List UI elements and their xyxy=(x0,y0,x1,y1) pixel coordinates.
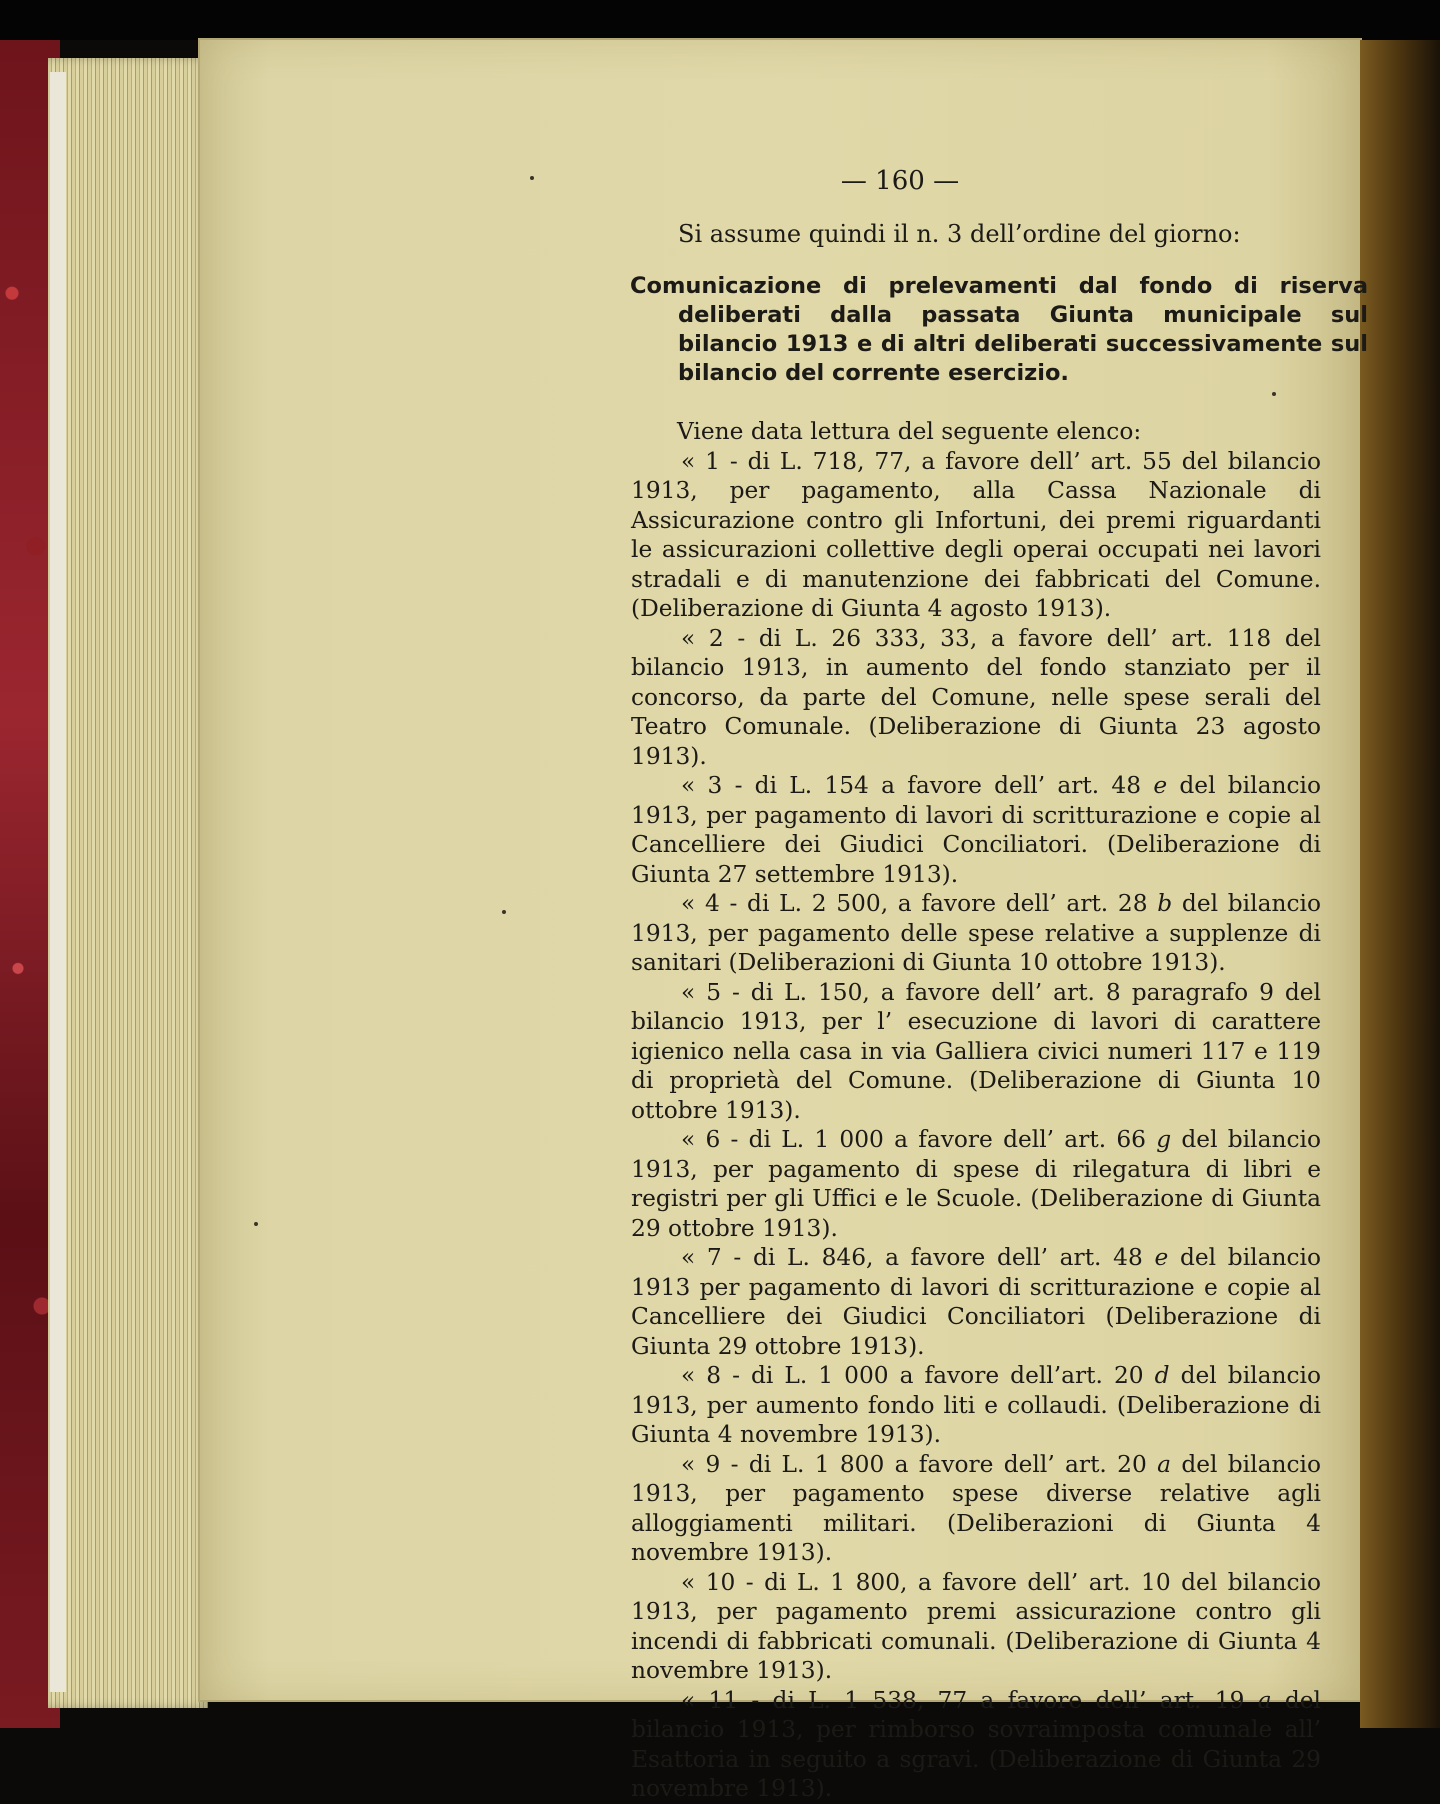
intro-line: Si assume quindi il n. 3 dell’ordine del giorno: xyxy=(678,220,1241,248)
ink-speck xyxy=(502,910,506,914)
ink-speck xyxy=(530,176,534,180)
list-item: « 3 - di L. 154 a favore dell’ art. 48 e del bilancio 1913, per pagamento di lavori di scritturazione e copie al Cancelliere dei Giudici Conciliatori. (Deliberazione di Giunta 27 settembre 1913). xyxy=(631,772,1322,888)
article-letter: e xyxy=(1154,1244,1169,1271)
list-item: « 7 - di L. 846, a favore dell’ art. 48 e del bilancio 1913 per pagamento di lavori di scritturazione e copie al Cancelliere dei Giudici Conciliatori (Deliberazione di Giunta 29 ottobre 1913). xyxy=(631,1244,1322,1360)
page-number: — 160 — xyxy=(840,166,960,196)
lead-line: Viene data lettura del seguente elenco: xyxy=(677,418,1142,445)
list-item: « 9 - di L. 1 800 a favore dell’ art. 20 a del bilancio 1913, per pagamento spese diverse relative agli alloggiamenti militari. (Deliberazioni di Giunta 4 novembre 1913). xyxy=(631,1450,1322,1566)
list-item: « 4 - di L. 2 500, a favore dell’ art. 28 b del bilancio 1913, per pagamento delle spese relative a supplenze di sanitari (Deliberazioni di Giunta 10 ottobre 1913). xyxy=(631,890,1321,976)
list-item: « 1 - di L. 718, 77, a favore dell’ art. 55 del bilancio 1913, per pagamento, alla Cassa Nazionale di Assicurazione contro gli Infortuni, dei premi riguardanti le assicurazioni collettive degli operai occupati nei lavori stradali e di manutenzione dei fabbricati del Comune. (Deliberazione di Giunta 4 agosto 1913). xyxy=(631,447,1321,622)
list-item: « 6 - di L. 1 000 a favore dell’ art. 66 g del bilancio 1913, per pagamento di spese di rilegatura di libri e registri per gli Uffici e le Scuole. (Deliberazione di Giunta 29 ottobre 1913). xyxy=(631,1126,1321,1242)
article-letter: d xyxy=(1154,1362,1170,1389)
list-item: « 10 - di L. 1 800, a favore dell’ art. 10 del bilancio 1913, per pagamento premi assicurazione contro gli incendi di fabbricati comunali. (Deliberazione di Giunta 4 novembre 1913). xyxy=(631,1568,1321,1684)
article-letter: e xyxy=(1153,772,1168,799)
ink-speck xyxy=(1272,392,1276,396)
list-item: « 11 - di L. 1 538, 77 a favore dell’ art. 19 a del bilancio 1913, per rimborso sovraimposta comunale all’ Esattoria in seguito a sgravi. (Deliberazione di Giunta 29 novembre 1913). xyxy=(631,1686,1322,1802)
article-letter: g xyxy=(1156,1126,1172,1153)
article-letter: a xyxy=(1257,1686,1272,1714)
list-item: « 2 - di L. 26 333, 33, a favore dell’ art. 118 del bilancio 1913, in aumento del fondo stanziato per il concorso, da parte del Comune, nelle spese serali del Teatro Comunale. (Deliberazione di Giunta 23 agosto 1913). xyxy=(631,624,1321,770)
article-letter: a xyxy=(1157,1450,1171,1478)
list-item: « 8 - di L. 1 000 a favore dell’art. 20 d del bilancio 1913, per aumento fondo liti e collaudi. (Deliberazione di Giunta 4 novembre 1913). xyxy=(631,1362,1322,1448)
article-letter: b xyxy=(1157,890,1173,917)
ink-speck xyxy=(254,1222,258,1226)
body-text xyxy=(631,417,1321,1804)
list-item: « 5 - di L. 150, a favore dell’ art. 8 paragrafo 9 del bilancio 1913, per l’ esecuzione di lavori di carattere igienico nella casa in via Galliera civici numeri 117 e 119 di proprietà del Comune. (Deliberazione di Giunta 10 ottobre 1913). xyxy=(631,978,1321,1124)
section-heading: Comunicazione di prelevamenti dal fondo di riserva deliberati dalla passata Giunta municipale sul bilancio 1913 e di altri deliberati successivamente sul bilancio del corrente esercizio. xyxy=(630,273,1368,386)
